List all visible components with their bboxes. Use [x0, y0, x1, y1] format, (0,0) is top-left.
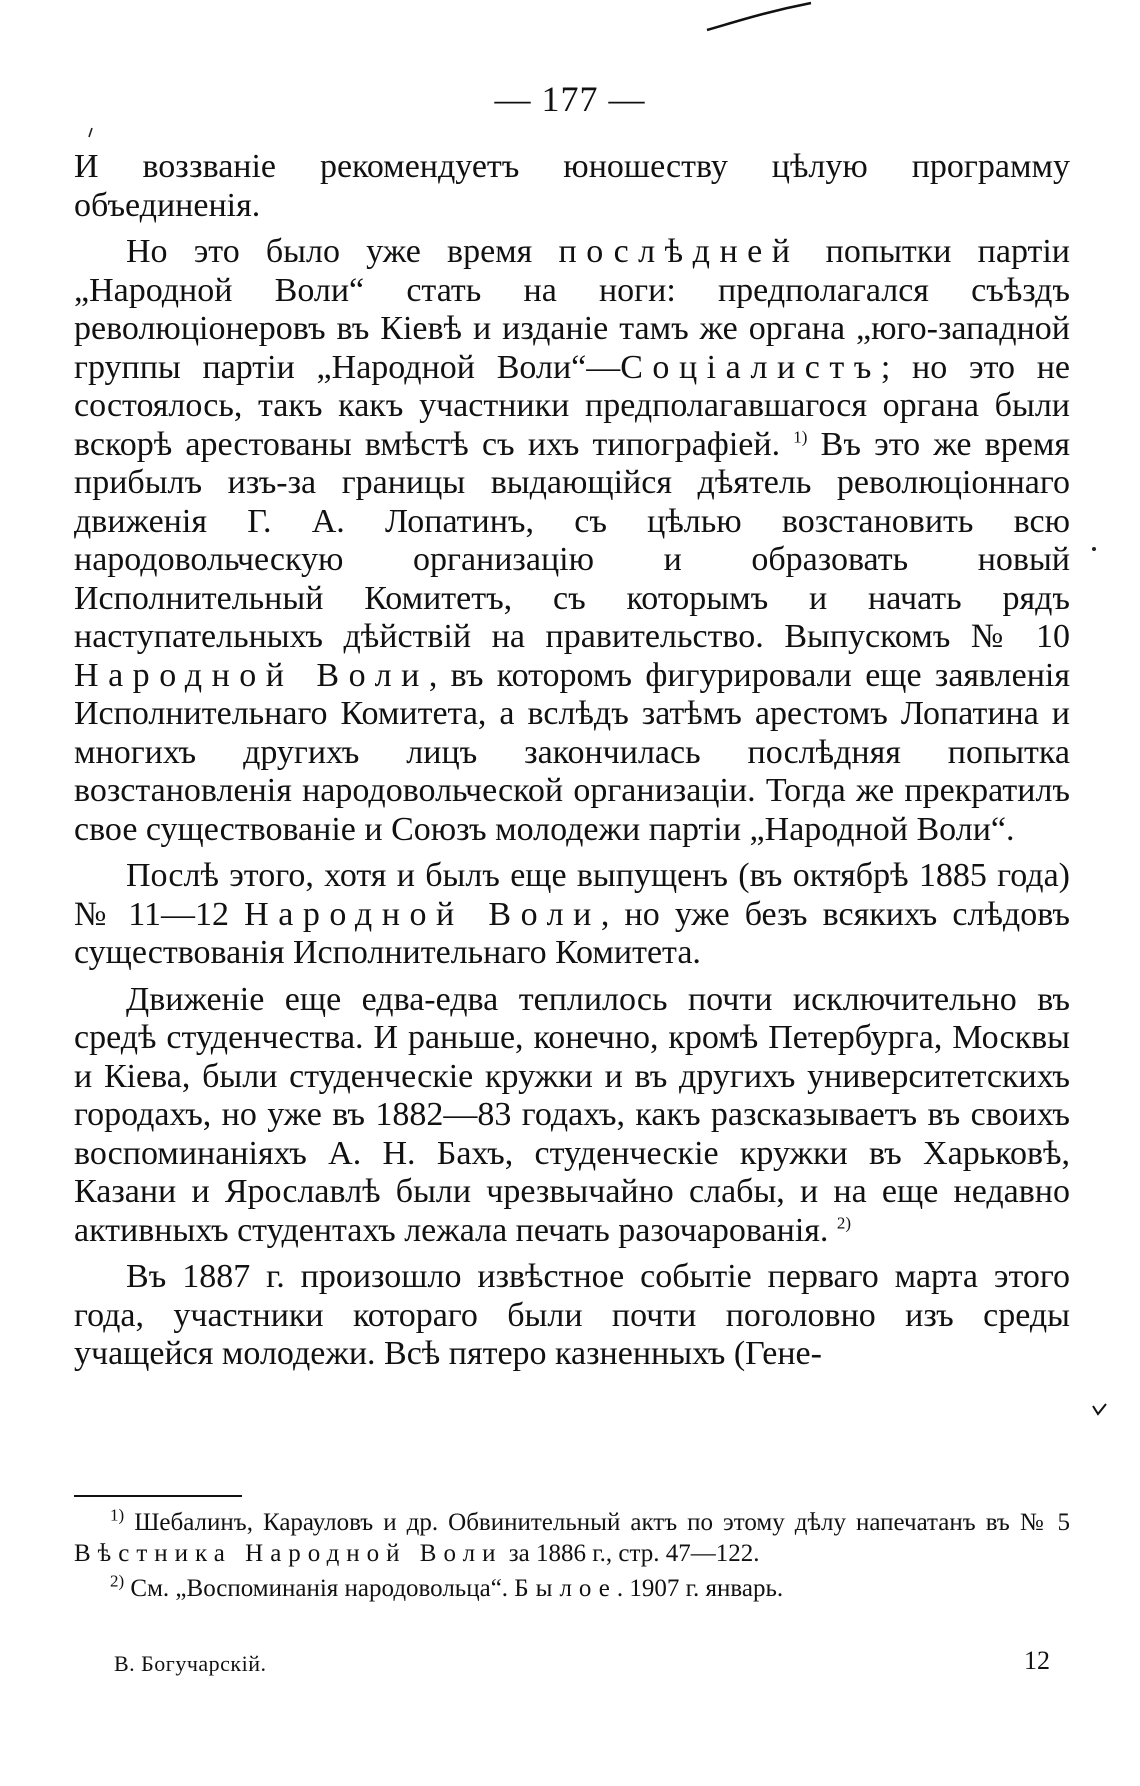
- text-run: , но уже безъ всякихъ слѣдовъ существованія Исполнительнаго Комитета.: [74, 895, 1070, 971]
- scan-dot: [1090, 545, 1098, 553]
- text-run: См. „Воспоминанія народовольца“.: [124, 1575, 515, 1602]
- text-run: Послѣ этого, хотя и былъ еще выпущенъ (въ октябрѣ 1885 года) № 11—12: [74, 857, 1070, 933]
- paragraph-p4: [74, 981, 1070, 1251]
- text-run: , въ которомъ фигурировали еще заявленія Исполнительнаго Комитета, а вслѣдъ затѣмъ арестомъ Лопатина и многихъ другихъ лицъ закончилась послѣдняя попытка возстановленія народовольческой организаціи. Тогда же прекратилъ свое существованіе и Союзъ молодежи партіи „Народной Воли“.: [74, 656, 1070, 848]
- spaced-emphasis-text: Соціалистъ: [620, 348, 881, 386]
- spaced-emphasis-text: послѣдней: [558, 233, 800, 270]
- footnotes: [74, 1507, 1070, 1608]
- margin-tick-mark: [1090, 1400, 1110, 1420]
- footnote-reference: 2): [836, 1213, 852, 1233]
- text-run: за 1886 г., стр. 47—122.: [502, 1540, 760, 1567]
- text-run: Въ 1887 г. произошло извѣстное событіе перваго марта этого года, участники котораго были почти поголовно изъ среды учащейся молодежи. Всѣ пятеро казненныхъ (Гене-: [74, 1258, 1070, 1372]
- footnote-reference: 2): [110, 1571, 125, 1591]
- footnote-reference: 1): [110, 1505, 125, 1525]
- sheet-number: 12: [1024, 1646, 1050, 1675]
- text-run: ; но это не состоялось, такъ какъ участники предполагавшагося органа были вскорѣ арестованы вмѣстѣ съ ихъ типографіей.: [74, 348, 1071, 463]
- text-run: И воззваніе рекомендуетъ юношеству цѣлую программу объединенія.: [74, 148, 1070, 224]
- footnote-fn2: [74, 1573, 1070, 1604]
- text-run: Шебалинъ, Карауловъ и др. Обвинительный актъ по этому дѣлу напечатанъ въ № 5: [124, 1509, 1070, 1536]
- spaced-emphasis-text: Народной Воли: [244, 895, 601, 933]
- printer-signature: В. Богучарскій.: [114, 1651, 267, 1676]
- paragraph-p3: [74, 857, 1070, 973]
- spaced-emphasis-text: Вѣстника Народной Воли: [74, 1540, 503, 1567]
- paragraph-p2: [74, 233, 1070, 849]
- scan-pen-stroke: [705, 0, 815, 34]
- spaced-emphasis-text: Былое: [514, 1575, 617, 1602]
- text-run: Движеніе еще едва-едва теплилось почти исключительно въ средѣ студенчества. И раньше, конечно, кромѣ Петербурга, Москвы и Кіева, были студенческіе кружки и въ другихъ университетскихъ городахъ, но уже въ 1882—83 годахъ, какъ разсказываетъ въ своихъ воспоминаніяхъ А. Н. Бахъ, студенческіе кружки въ Харьковѣ, Казани и Ярославлѣ были чрезвычайно слабы, и на еще недавно активныхъ студентахъ лежала печать разочарованія.: [74, 980, 1070, 1249]
- text-run: . 1907 г. январь.: [616, 1575, 784, 1602]
- scan-dot: [86, 126, 96, 140]
- text-run: попытки партіи „Народной Воли“ стать на ноги: предполагался съѣздъ революціонеровъ въ Кіевѣ и изданіе тамъ же органа „юго-западной группы партіи „Народной Воли“—: [74, 233, 1070, 386]
- footnote-fn1: [74, 1507, 1070, 1569]
- text-run: Въ это же время прибылъ изъ-за границы выдающійся дѣятель революціоннаго движенія Г. А. Лопатинъ, съ цѣлью возстановить всю народовольческую организацію и образовать новый Исполнительный Комитетъ, съ которымъ и начать рядъ наступательныхъ дѣйствій на правительство. Выпускомъ № 10: [74, 425, 1070, 655]
- paragraph-p1: [74, 148, 1070, 225]
- footnote-reference: 1): [793, 427, 808, 447]
- paragraph-p5: [74, 1258, 1070, 1374]
- text-run: Но это было уже время: [126, 233, 559, 270]
- spaced-emphasis-text: Народной Воли: [74, 656, 429, 694]
- footnote-separator: [74, 1495, 242, 1497]
- body-text: [74, 148, 1070, 1382]
- page-number: — 177 —: [494, 79, 646, 119]
